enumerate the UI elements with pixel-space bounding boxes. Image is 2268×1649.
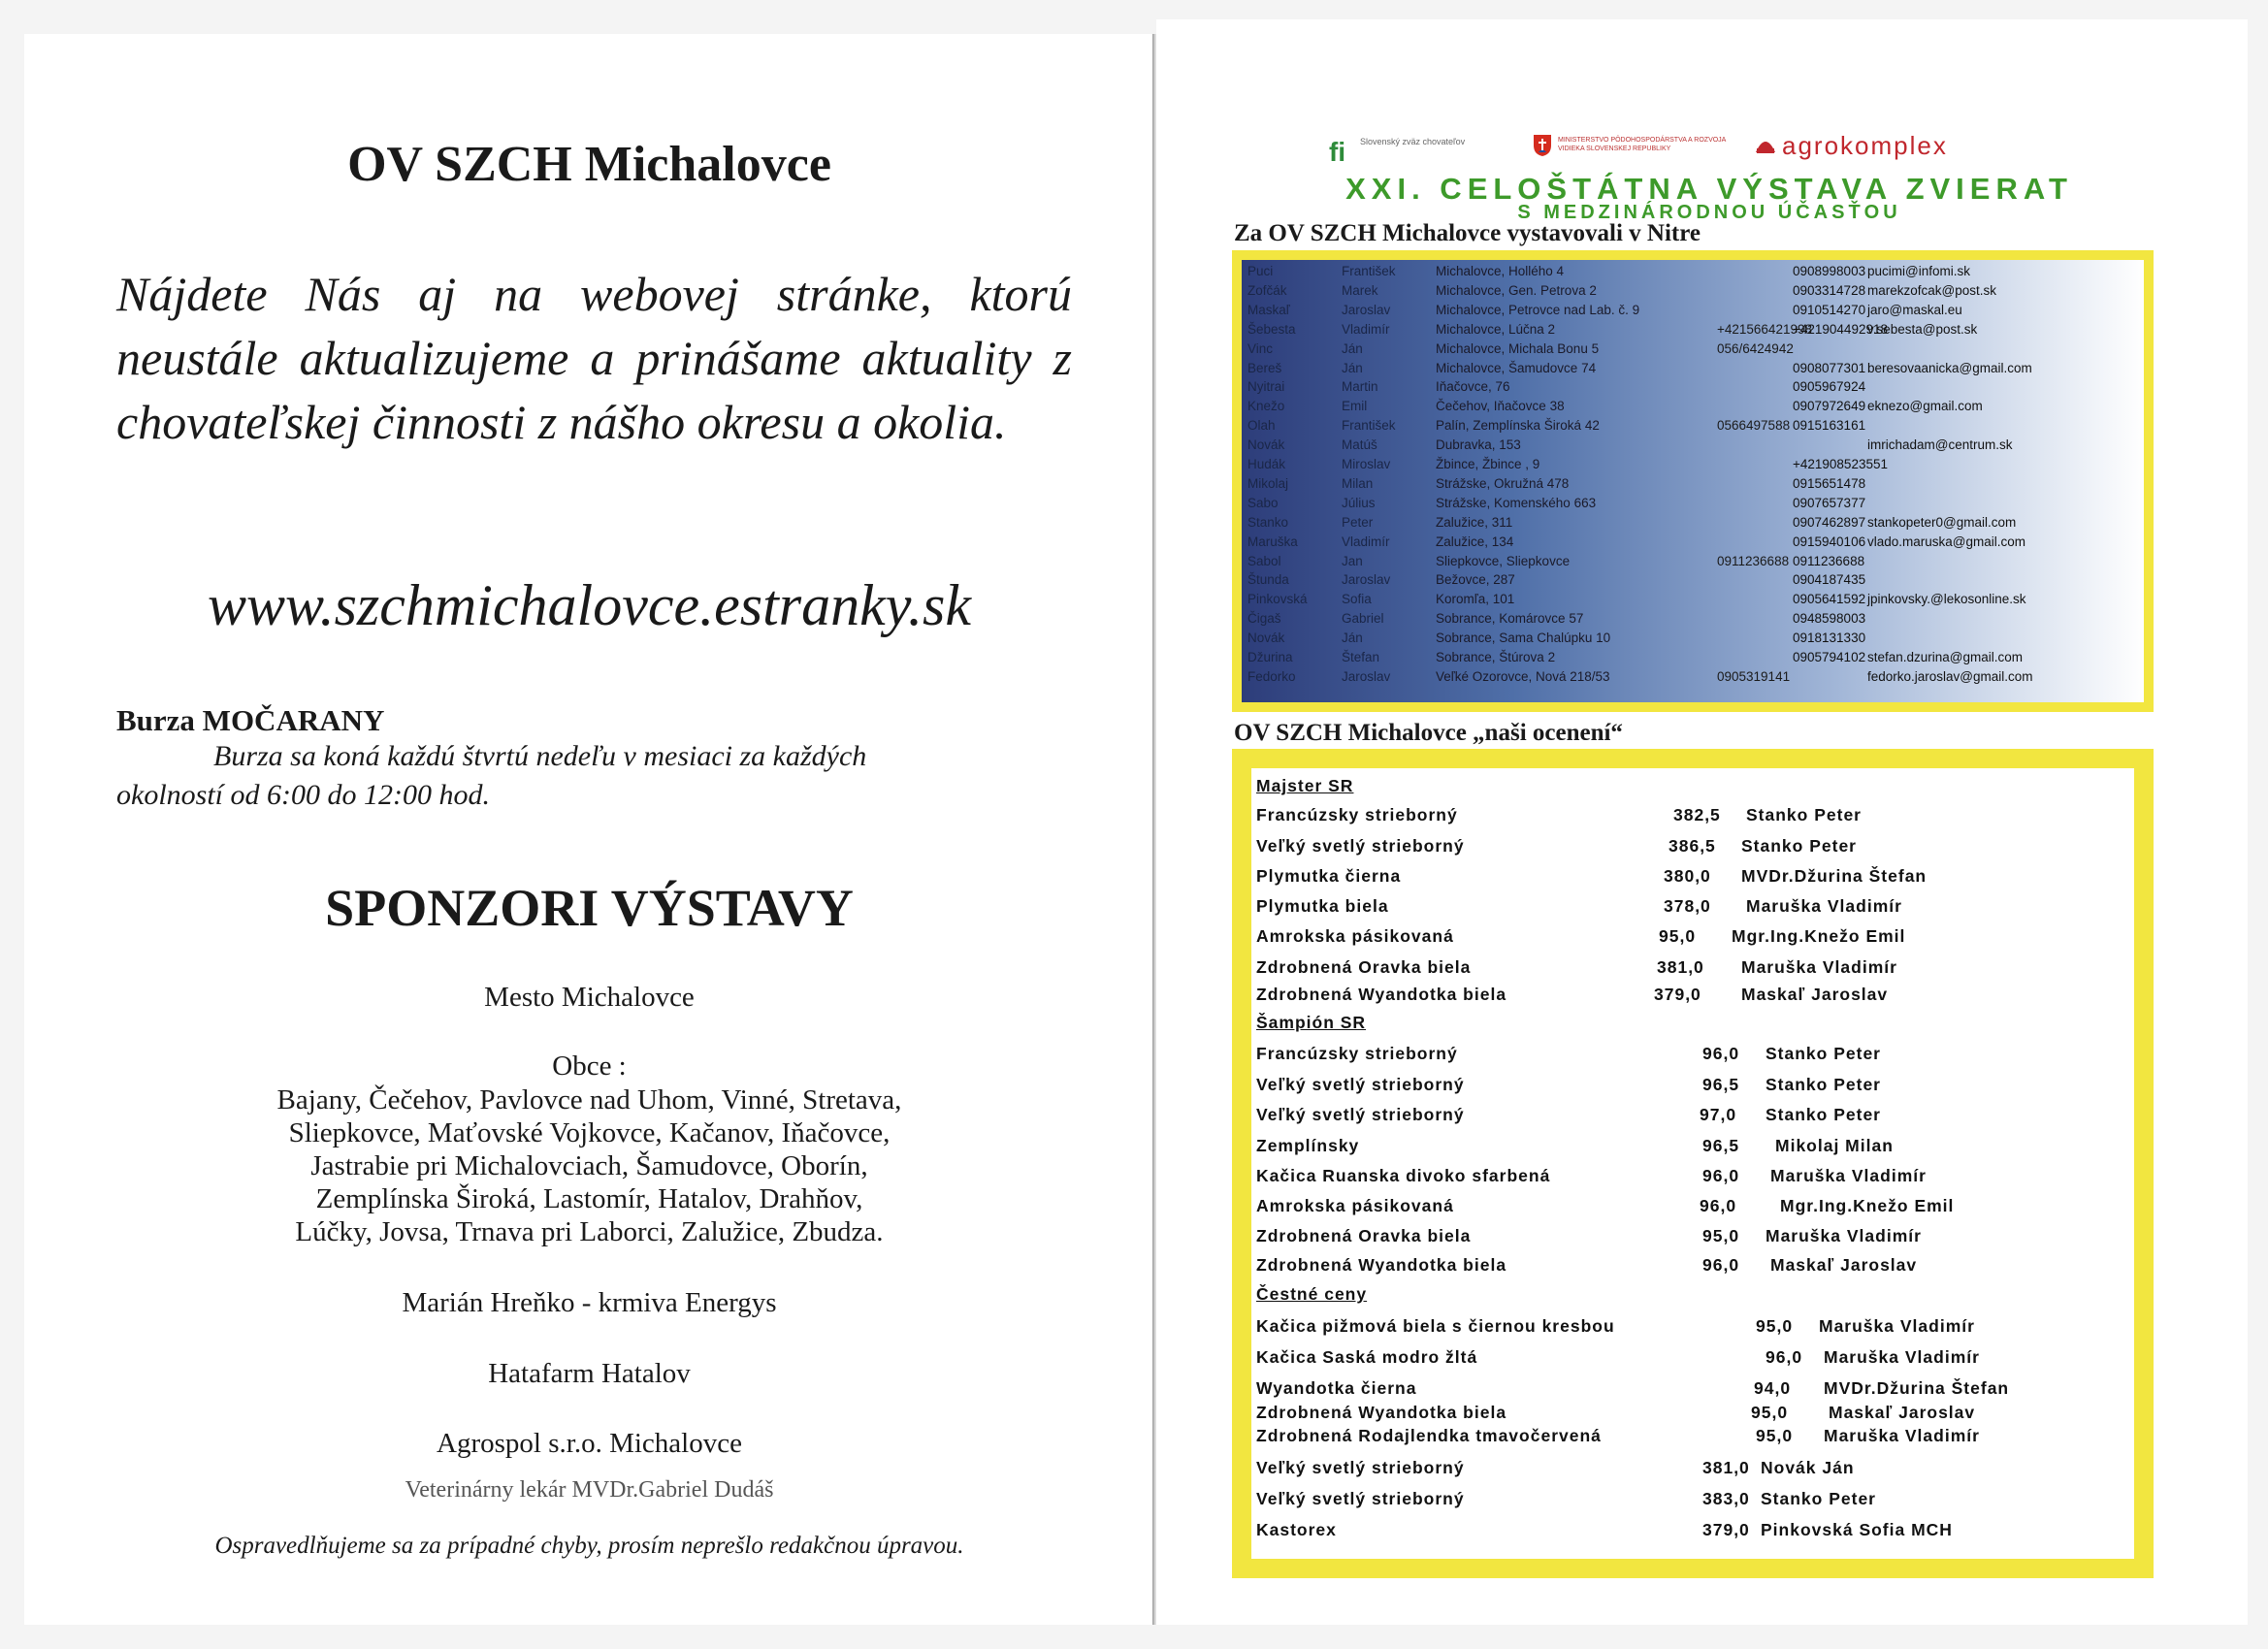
szch-logo-text: Slovenský zväz chovateľov	[1360, 137, 1466, 146]
mobile-cell: 0907972649	[1793, 399, 1866, 414]
surname-cell: Knežo	[1247, 399, 1285, 414]
award-score: 96,5	[1702, 1075, 1740, 1094]
address-cell: Michalovce, Petrovce nad Lab. č. 9	[1436, 302, 1640, 317]
firstname-cell: Gabriel	[1342, 611, 1384, 627]
address-cell: Michalovce, Lúčna 2	[1436, 321, 1556, 337]
address-cell: Michalovce, Hollého 4	[1436, 264, 1565, 278]
award-breeder: Stanko Peter	[1746, 805, 1862, 824]
mobile-cell: +421908523551	[1793, 457, 1888, 471]
email-cell[interactable]: v.sebesta@post.sk	[1867, 321, 1978, 337]
award-category-heading: Čestné ceny	[1256, 1284, 1368, 1304]
award-score: 96,0	[1702, 1255, 1740, 1275]
mobile-cell: 0903314728	[1793, 282, 1866, 298]
left-page	[24, 34, 1154, 1625]
page-title: OV SZCH Michalovce	[347, 137, 831, 192]
firstname-cell: Matúš	[1342, 437, 1377, 453]
award-score: 95,0	[1756, 1426, 1794, 1445]
phone-cell: 056/6424942	[1717, 340, 1794, 356]
slovak-emblem-icon	[1533, 134, 1552, 157]
obce-line: Zemplínska Široká, Lastomír, Hatalov, Drahňov,	[315, 1183, 863, 1214]
award-breed: Zemplínsky	[1256, 1136, 1360, 1155]
exhibitors-table-frame	[1232, 250, 2154, 712]
email-cell[interactable]: jpinkovsky.@lekosonline.sk	[1867, 592, 2026, 607]
surname-cell: Novák	[1247, 630, 1285, 646]
obce-line: Lúčky, Jovsa, Trnava pri Laborci, Zalužice, Zbudza.	[295, 1216, 884, 1247]
award-breed: Veľký svetlý strieborný	[1256, 1458, 1465, 1477]
email-cell[interactable]: eknezo@gmail.com	[1867, 399, 1983, 414]
firstname-cell: Peter	[1342, 514, 1374, 530]
surname-cell: Čigaš	[1247, 611, 1281, 627]
award-score: 378,0	[1664, 896, 1711, 916]
table-row	[1242, 281, 2144, 301]
surname-cell: Stanko	[1247, 514, 1289, 530]
sponsor-item: Agrospol s.r.o. Michalovce	[437, 1428, 742, 1459]
firstname-cell: Milan	[1342, 475, 1374, 491]
address-cell: Koromľa, 101	[1436, 592, 1515, 607]
surname-cell: Maskaľ	[1247, 302, 1290, 317]
award-score: 95,0	[1756, 1316, 1794, 1336]
address-cell: Sliepkovce, Sliepkovce	[1436, 553, 1571, 568]
award-breed: Wyandotka čierna	[1256, 1378, 1417, 1398]
surname-cell: Bereš	[1247, 360, 1282, 375]
surname-cell: Vinc	[1247, 340, 1274, 356]
surname-cell: Pinkovská	[1247, 592, 1308, 607]
award-score: 379,0	[1702, 1520, 1750, 1539]
table-row	[1242, 552, 2144, 571]
phone-cell: +421566421998	[1717, 321, 1812, 337]
table-row	[1242, 301, 2144, 320]
exhibitors-title: Za OV SZCH Michalovce vystavovali v Nitre	[1234, 220, 1701, 246]
surname-cell: Štunda	[1247, 572, 1289, 588]
firstname-cell: Jaroslav	[1342, 668, 1391, 684]
award-breeder: Stanko Peter	[1741, 836, 1857, 856]
award-breeder: Mgr.Ing.Knežo Emil	[1732, 926, 1906, 946]
awards-title: OV SZCH Michalovce „naši ocenení“	[1234, 720, 1623, 746]
award-breed: Kastorex	[1256, 1520, 1337, 1539]
obce-line: Sliepkovce, Maťovské Vojkovce, Kačanov, Iňačovce,	[288, 1117, 891, 1148]
sponsor-item: Marián Hreňko - krmiva Energys	[402, 1287, 777, 1318]
awards-list	[1251, 768, 2134, 1559]
award-breed: Francúzsky strieborný	[1256, 805, 1458, 824]
table-row	[1242, 609, 2144, 629]
table-row	[1242, 629, 2144, 648]
award-breed: Plymutka čierna	[1256, 866, 1402, 886]
award-breeder: Maskaľ Jaroslav	[1741, 985, 1889, 1004]
obce-line: Jastrabie pri Michalovciach, Šamudovce, Oborín,	[310, 1150, 868, 1181]
award-breed: Veľký svetlý strieborný	[1256, 1075, 1465, 1094]
ministry-logo	[1533, 134, 1726, 162]
table-row	[1242, 533, 2144, 552]
mobile-cell: 0911236688	[1793, 553, 1865, 568]
mobile-cell: 0904187435	[1793, 572, 1866, 588]
burza-line-2: okolností od 6:00 do 12:00 hod.	[116, 779, 490, 811]
firstname-cell: Vladimír	[1342, 321, 1390, 337]
table-row	[1242, 416, 2144, 436]
address-cell: Sobrance, Komárovce 57	[1436, 611, 1584, 627]
award-score: 381,0	[1702, 1458, 1750, 1477]
surname-cell: Novák	[1247, 437, 1285, 453]
firstname-cell: František	[1342, 418, 1396, 434]
ministry-logo-text: MINISTERSTVO PÔDOHOSPODÁRSTVA A ROZVOJA VIDIEKA SLOVENSKEJ REPUBLIKY	[1558, 137, 1726, 152]
sponsor-city: Mesto Michalovce	[484, 982, 695, 1013]
mobile-cell: 0905641592	[1793, 592, 1866, 607]
award-breed: Zdrobnená Wyandotka biela	[1256, 985, 1507, 1004]
award-breeder: Maskaľ Jaroslav	[1770, 1255, 1918, 1275]
award-breed: Kačica Ruanska divoko sfarbená	[1256, 1166, 1551, 1185]
surname-cell: Sabol	[1247, 553, 1281, 568]
awards-frame	[1232, 749, 2154, 1578]
award-breeder: Stanko Peter	[1766, 1105, 1881, 1124]
award-category-heading: Šampión SR	[1256, 1013, 1367, 1032]
surname-cell: Mikolaj	[1247, 475, 1289, 491]
award-breeder: Mikolaj Milan	[1775, 1136, 1894, 1155]
mobile-cell: 0905794102	[1793, 650, 1866, 664]
exhibition-title: XXI. CELOŠTÁTNA VÝSTAVA ZVIERAT	[1345, 172, 2073, 206]
award-breeder: Maskaľ Jaroslav	[1829, 1403, 1976, 1422]
award-breed: Francúzsky strieborný	[1256, 1044, 1458, 1063]
firstname-cell: Martin	[1342, 379, 1378, 395]
firstname-cell: Marek	[1342, 282, 1378, 298]
apology-note: Ospravedlňujeme sa za prípadné chyby, prosím neprešlo redakčnou úpravou.	[214, 1533, 964, 1559]
burza-title: Burza MOČARANY	[116, 703, 385, 737]
table-row	[1242, 455, 2144, 474]
mobile-cell: +421904492918	[1793, 321, 1888, 337]
mobile-cell: 0908077301	[1793, 360, 1866, 375]
award-score: 94,0	[1754, 1378, 1792, 1398]
surname-cell: Sabo	[1247, 495, 1279, 510]
award-breed: Zdrobnená Oravka biela	[1256, 1226, 1472, 1245]
address-cell: Sobrance, Sama Chalúpku 10	[1436, 630, 1611, 646]
award-breeder: Stanko Peter	[1761, 1489, 1876, 1508]
sponsor-item: Veterinárny lekár MVDr.Gabriel Dudáš	[405, 1477, 774, 1503]
address-cell: Michalovce, Michala Bonu 5	[1436, 340, 1600, 356]
mobile-cell: 0910514270	[1793, 302, 1866, 317]
award-breed: Zdrobnená Rodajlendka tmavočervená	[1256, 1426, 1602, 1445]
award-score: 379,0	[1654, 985, 1701, 1004]
phone-cell: 0905319141	[1717, 668, 1791, 684]
email-cell[interactable]: jaro@maskal.eu	[1867, 302, 1962, 317]
phone-cell: 0566497588	[1717, 418, 1791, 434]
table-row	[1242, 340, 2144, 359]
address-cell: Iňačovce, 76	[1436, 379, 1510, 395]
firstname-cell: Ján	[1342, 630, 1363, 646]
firstname-cell: Jan	[1342, 553, 1363, 568]
svg-text:ﬁ: ﬁ	[1329, 137, 1346, 167]
firstname-cell: Sofia	[1342, 592, 1372, 607]
exhibition-subtitle: S MEDZINÁRODNOU ÚČASŤOU	[1517, 202, 1901, 223]
burza-line-1: Burza sa koná každú štvrtú nedeľu v mesiaci za každých	[213, 740, 867, 772]
award-breeder: Maruška Vladimír	[1824, 1347, 1980, 1367]
surname-cell: Olah	[1247, 418, 1276, 434]
table-row	[1242, 474, 2144, 494]
address-cell: Veľké Ozorovce, Nová 218/53	[1436, 668, 1610, 684]
table-row	[1242, 320, 2144, 340]
award-breeder: Maruška Vladimír	[1746, 896, 1902, 916]
award-score: 95,0	[1702, 1226, 1740, 1245]
award-breed: Zdrobnená Wyandotka biela	[1256, 1255, 1507, 1275]
table-row	[1242, 648, 2144, 667]
award-score: 96,0	[1702, 1166, 1740, 1185]
award-score: 386,5	[1669, 836, 1716, 856]
award-breed: Kačica pižmová biela s čiernou kresbou	[1256, 1316, 1615, 1336]
award-score: 383,0	[1702, 1489, 1750, 1508]
award-breeder: Novák Ján	[1761, 1458, 1855, 1477]
mobile-cell: 0918131330	[1793, 630, 1866, 646]
award-score: 96,0	[1700, 1196, 1737, 1215]
mobile-cell: 0915651478	[1793, 475, 1866, 491]
address-cell: Čečehov, Iňačovce 38	[1436, 399, 1565, 414]
award-breeder: Maruška Vladimír	[1819, 1316, 1975, 1336]
agrokomplex-logo	[1753, 131, 1948, 161]
address-cell: Strážske, Okružná 478	[1436, 475, 1570, 491]
mobile-cell: 0905967924	[1793, 379, 1866, 395]
mobile-cell: 0948598003	[1793, 611, 1866, 627]
table-row	[1242, 570, 2144, 590]
address-cell: Sobrance, Štúrova 2	[1436, 650, 1556, 664]
table-row	[1242, 377, 2144, 397]
award-breeder: Mgr.Ing.Knežo Emil	[1780, 1196, 1955, 1215]
award-score: 382,5	[1673, 805, 1721, 824]
address-cell: Palín, Zemplínska Široká 42	[1436, 418, 1600, 434]
award-breed: Kačica Saská modro žltá	[1256, 1347, 1478, 1367]
firstname-cell: Jaroslav	[1342, 302, 1391, 317]
sponsor-item: Hatafarm Hatalov	[488, 1358, 691, 1389]
award-breeder: Stanko Peter	[1766, 1044, 1881, 1063]
sponsors-title: SPONZORI VÝSTAVY	[325, 879, 854, 937]
address-cell: Žbince, Žbince , 9	[1436, 457, 1540, 471]
award-breeder: Maruška Vladimír	[1766, 1226, 1922, 1245]
award-breed: Veľký svetlý strieborný	[1256, 1105, 1465, 1124]
intro-text: Nájdete Nás aj na webovej stránke, ktorú neustále aktualizujeme a prinášame aktuality z chovateľskej činnosti z nášho okresu a okolia.	[116, 267, 1072, 449]
surname-cell: Maruška	[1247, 534, 1298, 549]
address-cell: Michalovce, Šamudovce 74	[1436, 360, 1597, 375]
email-cell[interactable]: stefan.dzurina@gmail.com	[1867, 650, 2024, 664]
email-cell[interactable]: stankopeter0@gmail.com	[1867, 514, 2017, 530]
obce-label: Obce :	[552, 1051, 627, 1082]
website-link[interactable]: www.szchmichalovce.estranky.sk	[207, 573, 972, 637]
firstname-cell: Jaroslav	[1342, 572, 1391, 588]
address-cell: Dubravka, 153	[1436, 437, 1521, 453]
mobile-cell: 0907657377	[1793, 495, 1866, 510]
table-row	[1242, 262, 2144, 281]
award-breed: Plymutka biela	[1256, 896, 1389, 916]
address-cell: Zalužice, 311	[1436, 514, 1513, 530]
mobile-cell: 0915163161	[1793, 418, 1866, 434]
address-cell: Bežovce, 287	[1436, 572, 1515, 588]
table-row	[1242, 513, 2144, 533]
award-breeder: Maruška Vladimír	[1770, 1166, 1927, 1185]
award-category-heading: Majster SR	[1256, 776, 1354, 795]
award-breed: Amrokska pásikovaná	[1256, 1196, 1454, 1215]
award-breed: Zdrobnená Wyandotka biela	[1256, 1403, 1507, 1422]
award-breed: Amrokska pásikovaná	[1256, 926, 1454, 946]
firstname-cell: Vladimír	[1342, 534, 1390, 549]
award-score: 95,0	[1659, 926, 1697, 946]
table-row	[1242, 494, 2144, 513]
award-score: 96,0	[1766, 1347, 1803, 1367]
firstname-cell: František	[1342, 264, 1396, 278]
szch-logo	[1329, 134, 1465, 174]
table-row	[1242, 590, 2144, 609]
address-cell: Michalovce, Gen. Petrova 2	[1436, 282, 1597, 298]
award-breeder: MVDr.Džurina Štefan	[1824, 1378, 2010, 1398]
firstname-cell: Július	[1342, 495, 1376, 510]
award-breeder: Pinkovská Sofia MCH	[1761, 1520, 1953, 1539]
surname-cell: Hudák	[1247, 457, 1286, 471]
firstname-cell: Ján	[1342, 340, 1363, 356]
firstname-cell: Miroslav	[1342, 457, 1391, 471]
award-score: 96,0	[1702, 1044, 1740, 1063]
mobile-cell: 0907462897	[1793, 514, 1866, 530]
email-cell[interactable]: imrichadam@centrum.sk	[1867, 437, 2013, 453]
surname-cell: Zofčák	[1247, 282, 1287, 298]
obce-list	[24, 1083, 1154, 1248]
email-cell[interactable]: vlado.maruska@gmail.com	[1867, 534, 2026, 549]
mobile-cell: 0908998003	[1793, 264, 1866, 278]
award-score: 381,0	[1657, 957, 1704, 977]
table-row	[1242, 397, 2144, 416]
award-score: 380,0	[1664, 866, 1711, 886]
surname-cell: Puci	[1247, 264, 1274, 278]
award-breeder: Maruška Vladimír	[1824, 1426, 1980, 1445]
award-breeder: MVDr.Džurina Štefan	[1741, 866, 1928, 886]
surname-cell: Nyitrai	[1247, 379, 1285, 395]
mobile-cell: 0915940106	[1793, 534, 1866, 549]
award-score: 96,5	[1702, 1136, 1740, 1155]
award-breeder: Maruška Vladimír	[1741, 957, 1897, 977]
email-cell[interactable]: beresovaanicka@gmail.com	[1867, 360, 2032, 375]
obce-line: Bajany, Čečehov, Pavlovce nad Uhom, Vinné, Stretava,	[276, 1084, 902, 1116]
table-row	[1242, 436, 2144, 455]
agrokomplex-logo-text: agrokomplex	[1782, 131, 1948, 160]
award-breed: Veľký svetlý strieborný	[1256, 836, 1465, 856]
firstname-cell: Ján	[1342, 360, 1363, 375]
firstname-cell: Emil	[1342, 399, 1368, 414]
table-row	[1242, 359, 2144, 378]
address-cell: Zalužice, 134	[1436, 534, 1514, 549]
firstname-cell: Štefan	[1342, 650, 1380, 664]
table-row	[1242, 667, 2144, 687]
award-score: 95,0	[1751, 1403, 1789, 1422]
email-cell[interactable]: pucimi@infomi.sk	[1867, 264, 1970, 278]
award-score: 97,0	[1700, 1105, 1737, 1124]
phone-cell: 0911236688	[1717, 553, 1790, 568]
agrokomplex-emblem-icon	[1753, 131, 1778, 156]
exhibitors-table	[1242, 260, 2144, 702]
award-breed: Zdrobnená Oravka biela	[1256, 957, 1472, 977]
surname-cell: Džurina	[1247, 650, 1293, 664]
award-breeder: Stanko Peter	[1766, 1075, 1881, 1094]
surname-cell: Šebesta	[1247, 321, 1296, 337]
surname-cell: Fedorko	[1247, 668, 1296, 684]
email-cell[interactable]: fedorko.jaroslav@gmail.com	[1867, 668, 2033, 684]
address-cell: Strážske, Komenského 663	[1436, 495, 1597, 510]
right-page	[1156, 19, 2248, 1625]
award-breed: Veľký svetlý strieborný	[1256, 1489, 1465, 1508]
email-cell[interactable]: marekzofcak@post.sk	[1867, 282, 1996, 298]
